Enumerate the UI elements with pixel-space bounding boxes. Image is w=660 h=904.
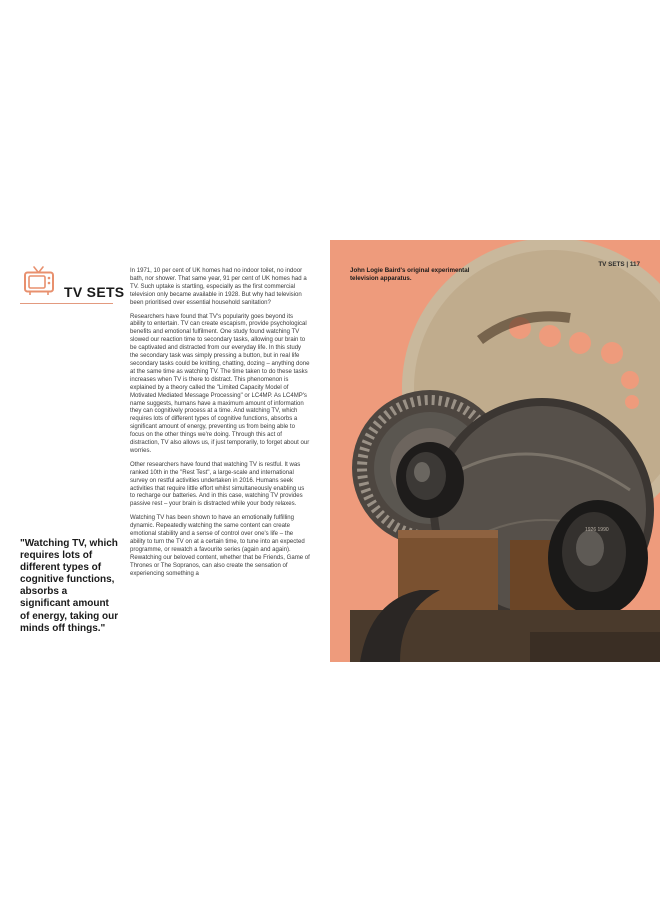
photo-caption: John Logie Baird's original experimental television apparatus.: [350, 267, 470, 283]
body-text: [130, 268, 310, 585]
title-divider: [20, 303, 113, 304]
left-page: [0, 240, 330, 662]
right-page: [330, 240, 660, 662]
motor-left: [396, 442, 464, 518]
running-header: TV SETS | 117: [598, 261, 640, 268]
paragraph: In 1971, 10 per cent of UK homes had no indoor toilet, no indoor bath, nor shower. That same year, 91 per cent of UK homes had a TV. Such uptake is startling, especially as the first commercial television only became available in 1928. But why had television been prioritised over essential household sanitation?: [130, 268, 307, 306]
pull-quote: "Watching TV, which requires lots of different types of cognitive functions, absorbs a significant amount of energy, taking our minds off things.": [20, 538, 119, 634]
television-apparatus-photo: [330, 240, 660, 662]
book-spread: [0, 240, 660, 662]
paragraph: Researchers have found that TV's popularity goes beyond its ability to entertain. TV can create escapism, provide psychological benefits and emotional fulfilment. One study found watching TV slowed our reaction time to secondary tasks, allowing our brain to be captivated and distracted from our everyday life. In this study the secondary task was simply pressing a button, but in real life secondary tasks could be knitting, chatting, dozing – anything done at the same time as watching TV. The time taken to do these tasks increases when TV is there to distract. This phenomenon is explained by a theory called the "Limited Capacity Model of Motivated Mediated Message Processing" or LC4MP. As LC4MP's name suggests, humans have a maximum amount of information they can cognitively process at a time. And watching TV, which requires lots of different types of cognitive functions, absorbs a significant amount of energy, preventing us from being able to focus on the other things we're doing. Through this act of distraction, TV also allows us, if just temporarily, to forget about our worries.: [130, 313, 310, 454]
page-title: TV SETS: [64, 284, 125, 300]
paragraph: Other researchers have found that watching TV is restful. It was ranked 10th in the "Rest Test", a large-scale and international survey on restful activities undertaken in 2016. Humans seek activities that require little effort whilst simultaneously enabling us to recharge our batteries. And in this case, watching TV provides passive rest – your brain is distracted while your body relaxes.: [130, 461, 305, 508]
paragraph: Watching TV has been shown to have an emotionally fulfilling dynamic. Repeatedly watching the same content can create emotional stability and a sense of control over one's life – the ability to turn the TV on at a certain time, to tune into an expected programme, or rewatch a favourite series (again and again). Rewatching our beloved content, whether that be Friends, Game of Thrones or The Sopranos, can also create the sensation of experiencing something a: [130, 515, 310, 577]
motor-plate-text: 1926 1990: [585, 527, 609, 533]
motor-right: [548, 500, 648, 616]
tv-icon: [22, 264, 56, 298]
